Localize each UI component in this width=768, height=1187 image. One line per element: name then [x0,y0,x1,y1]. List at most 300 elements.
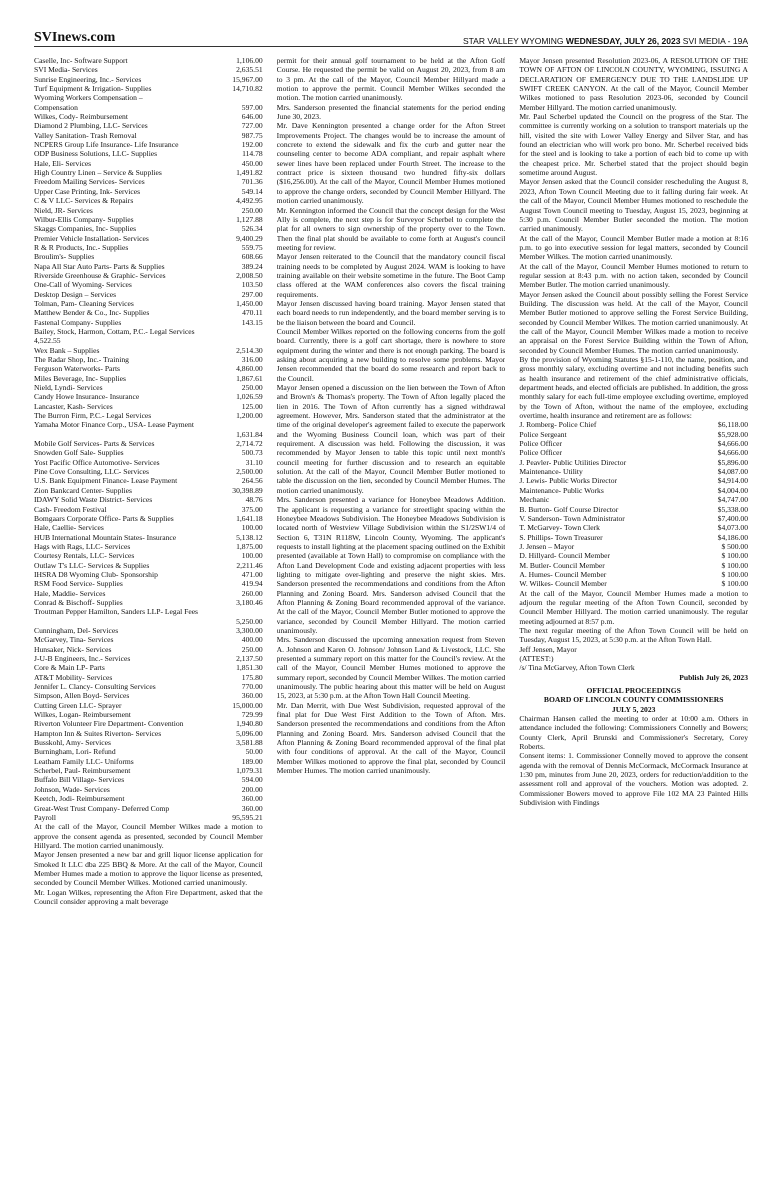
expense-row-amount: 50.00 [245,747,263,757]
expense-row-label: U.S. Bank Equipment Finance- Lease Payment [34,476,178,486]
expense-row-amount: 3,581.88 [236,738,263,748]
salary-row [519,476,748,485]
expense-row-amount: 701.36 [241,177,263,187]
expense-row-label: Hags with Rags, LLC- Services [34,541,131,551]
salary-row [519,551,748,560]
expense-row [34,75,263,84]
expense-row-label: Scherbel, Paul- Reimbursement [34,766,131,776]
expense-row-amount: 419.94 [241,579,263,589]
expense-row-amount: 1,851.30 [236,663,263,673]
salary-row-label: S. Phillips- Town Treasurer [519,532,603,542]
expense-row-label: Mobile Golf Services- Parts & Services [34,439,155,449]
salary-row-label: Police Officer [519,448,563,458]
expense-row-amount: 2,137.50 [236,654,263,663]
minutes-paragraph: Chairman Hansen called the meeting to order at 10:00 a.m. Others in attendance included the following: Commissioners Connelly and Bowers; County Clerk, April Brunski and Commissioner's Secretary, Corey Roberts. [519,714,749,752]
expense-row [34,336,263,345]
header-page: SVI MEDIA - 19A [682,36,748,46]
expense-row-label: Turf Equipment & Irrigation- Supplies [34,84,152,94]
expense-row-label: Wyoming Workers Compensation – [34,93,143,103]
salary-row-label: J. Peavler- Public Utilities Director [519,457,627,467]
expense-row-amount: 597.00 [241,102,263,112]
expense-row-amount: 5,250.00 [236,616,263,626]
salary-row [519,523,748,532]
expense-row-label: Wilbur-Ellis Company- Supplies [34,214,134,224]
expense-row [34,804,263,813]
salary-row-label: A. Humes- Council Member [519,569,607,579]
expense-row-amount: 2,211.46 [236,560,263,570]
expense-row-label: NCPERS Group Life Insurance- Life Insurance [34,140,179,150]
section-heading: OFFICIAL PROCEEDINGS [586,686,681,696]
expense-row-label: Freedom Mailing Services- Services [34,177,145,187]
salary-row [519,430,748,439]
expense-row-label: Outlaw T's LLC- Services & Supplies [34,560,150,570]
signature-line: (ATTEST:) [519,654,554,663]
expense-row-amount: 1,450.00 [236,298,263,308]
expense-row [34,458,263,467]
expense-row-label: Lancaster, Kash- Services [34,401,113,411]
salary-row-label: W. Wilkes- Council Member [519,579,607,589]
expense-row-amount: 727.00 [241,121,263,131]
expense-row-amount: 549.14 [241,186,263,196]
salary-row-amount: $6,118.00 [717,420,749,430]
expense-row-amount: 1,631.84 [236,429,263,439]
expense-row-label: Napa All Star Auto Parts- Parts & Supplies [34,261,165,271]
salary-row [519,533,748,542]
salary-row-label: B. Burton- Golf Course Director [519,504,619,514]
expense-row-amount: 450.00 [241,158,263,168]
minutes-paragraph: Mayor Jensen asked the Council about possibly selling the Forest Service Building. The discussion was held. At the call of the Mayor, Council Member Butler motioned to approve selling the Forest Service Building, seconded by Council Member Wilkes. The motion carried unanimously. At the call of the Mayor, Council Member Wilkes made a motion to receive an appraisal on the Forest Service Building within the Town of Afton, seconded by Council Member Humes. The motion carried unanimously. [519,289,749,355]
expense-row [34,187,263,196]
expense-row [34,561,263,570]
expense-row-label: Candy Howe Insurance- Insurance [34,392,140,402]
expense-row-amount: 375.00 [241,504,263,514]
minutes-paragraph: Consent items: 1. Commissioner Connelly moved to approve the consent agenda with the removal of Dennis McCormack, McCormack Insurance at 1:30 pm, minutes from June 20, 2023, orders for reduction/addition to the assessment roll and approval of the vouchers. Motion was adopted. 2. Commissioner Bowers moved to approve File 102 MA 23 Painted Hills Subdivision with Findings [519,751,749,808]
expense-row-amount: 2,514.30 [236,345,263,355]
expense-row-amount: 646.00 [241,112,263,122]
salary-row-amount: $4,747.00 [717,495,749,505]
salary-row [519,467,748,476]
salary-row [519,495,748,504]
expense-row-amount: 471.00 [241,569,263,579]
salary-row [519,448,748,457]
header-location: STAR VALLEY WYOMING [462,36,564,46]
expense-row [34,243,263,252]
expense-row-amount [260,93,263,102]
salary-row [519,458,748,467]
expense-row-amount: 360.00 [241,691,263,701]
minutes-paragraph: Mayor Jensen reiterated to the Council that the mandatory council fiscal training needs to be completed by August 2024. WAM is looking to have training available on their website sometime in the future. The Boot Camp class offered at the WAM conferences also covers the fiscal training requirements. [276,252,506,299]
expense-row-label: Nield, JR- Services [34,205,93,215]
expense-row [34,766,263,775]
expense-row [34,299,263,308]
expense-row [34,673,263,682]
expense-row-amount: 1,940.80 [236,719,263,729]
minutes-paragraph: Mr. Kennington informed the Council that the concept design for the West Ally is complete, the next step is for Surveyor Scherbel to complete the plat for all owners to sign ownership of the property over to the Town. Then the final plat should be available to come forth at August's council meeting for review. [276,205,506,252]
expense-row-amount: 1,026.59 [236,392,263,402]
expense-row-label: Premier Vehicle Installation- Services [34,233,149,243]
expense-row [34,420,263,429]
expense-row-amount: 594.00 [241,775,263,785]
salary-row-amount: $4,073.00 [717,523,749,533]
expense-row-amount: 608.66 [241,252,263,262]
salary-row-label: Maintenance- Public Works [519,485,604,495]
expense-row [34,719,263,728]
signature-line: /s/ Tina McGarvey, Afton Town Clerk [519,663,635,673]
salary-row-label: V. Sanderson- Town Administrator [519,513,625,523]
header-date: WEDNESDAY, JULY 26, 2023 [565,36,681,46]
expense-row [34,551,263,560]
salary-row-label: T. McGarvey- Town Clerk [519,523,600,533]
expense-row-amount: 5,138.12 [236,532,263,542]
minutes-paragraph: Mayor Jensen presented a new bar and grill liquor license application for Smoked It LLC dba 225 BBQ & More. At the call of the Mayor, Council Member Humes made a motion to approve the liquor license as presented, seconded by Council Member Wilkes. Motioned carried unanimously. [34,850,263,888]
minutes-paragraph: At the call of the Mayor, Council Member Wilkes made a motion to approve the consent agenda as presented, seconded by Council Member Hillyard. The motion carried unanimously. [34,822,263,850]
expense-row [34,271,263,280]
expense-row [34,476,263,485]
expense-row-amount: 470.11 [242,308,263,318]
expense-row-amount: 30,398.89 [232,485,263,495]
expense-row [34,252,263,261]
salary-row [519,542,748,551]
expense-row-amount: 175.80 [241,672,263,682]
salary-row-label: Police Officer [519,439,563,449]
expense-row [34,663,263,672]
expense-row [34,785,263,794]
section-heading: BOARD OF LINCOLN COUNTY COMMISSIONERS [543,695,724,705]
expense-row-amount: 4,860.00 [236,364,263,374]
expense-row [34,308,263,317]
minutes-paragraph: Mayor Jensen presented Resolution 2023-06, A RESOLUTION OF THE TOWN OF AFTON OF LINCOLN COUNTY, WYOMING, ISSUING A DECLARATION OF EMERGENCY DUE TO THE LANDSLIDE UP SWIFT CREEK CANYON. At the call of the Mayor, Council Member Wilkes motioned to pass Resolution 2023-06, seconded by Council Member Hillyard. The motion carried unanimously. [519,56,749,112]
salary-row-amount: $5,338.00 [717,504,749,514]
expense-row [34,206,263,215]
minutes-paragraph: Council Member Wilkes reported on the following concerns from the golf board. Currently, there is a golf cart shortage, there is nowhere to store equipment during the winter and there is not enough parking. The board is asking about acquiring a new building to resolve some problems. Mayor Jensen recommended that the board do some research and report back to the Council. [276,326,506,383]
site-name[interactable]: SVInews.com [34,30,116,45]
expense-row [34,430,263,439]
expense-row-label: AT&T Mobility- Services [34,672,113,682]
expense-row-amount: 200.00 [241,784,263,794]
expense-row-label: Riverton Volunteer Fire Department- Convention [34,719,184,729]
expense-row [34,691,263,700]
expense-row [34,411,263,420]
expense-row [34,65,263,74]
expense-row [34,364,263,373]
minutes-paragraph: Mayor Jensen discussed having board training. Mayor Jensen stated that each board needs to run independently, and the board member serving is to be the liaison between the board and Council. [276,298,506,327]
expense-row-label: Compensation [34,102,78,112]
expense-row-amount: 260.00 [241,588,263,598]
expense-row-label: Matthew Bender & Co., Inc- Supplies [34,308,150,318]
expense-row-amount: 114.78 [242,149,263,159]
expense-row [34,355,263,364]
expense-row-amount: 2,635.51 [236,65,263,75]
expense-row-label: Yamaha Motor Finance Corp., USA- Lease Payment [34,420,194,430]
minutes-paragraph: At the call of the Mayor, Council Member Humes motioned to return to regular session at 8:43 p.m. with no action taken, seconded by Council Member Butler. The motion carried unanimously. [519,261,749,290]
salary-row-label: J. Romberg- Police Chief [519,420,597,430]
expense-row [34,318,263,327]
expense-row [34,514,263,523]
salary-row-label: Mechanic [519,495,550,505]
expense-row [34,738,263,747]
expense-row-amount: 2,008.50 [236,270,263,280]
expense-row-label: Cash- Freedom Festival [34,504,107,514]
expense-row-label: RSM Food Service- Supplies [34,579,123,589]
salary-row [519,514,748,523]
column-2 [277,56,506,1179]
expense-row-label: Zion Bankcard Center- Supplies [34,485,132,495]
expense-row-amount: 360.00 [241,794,263,804]
salary-row [519,579,748,588]
expense-row-amount: 189.00 [241,756,263,766]
expense-row-label: Troutman Pepper Hamilton, Sanders LLP- Legal Fees [34,607,199,617]
article-columns [34,56,748,1179]
salary-row-label: Police Sergeant [519,429,567,439]
expense-row-amount: 770.00 [241,682,263,692]
expense-row-label: Keetch, Jodi- Reimbursement [34,794,125,804]
expense-row [34,262,263,271]
expense-row-amount [260,607,263,616]
minutes-paragraph: Mr. Dave Kennington presented a change order for the Afton Street Improvements Project. The changes would be to increase the amount of concrete to extend the sidewalk and fix the curb and gutter near the counseling center to become ADA compliant, and repair asphalt where sewer lines have been replaced under Fourth Street. The increase to the contract price is sixteen thousand two hundred fifty-six dollars ($16,256.00). At the call of the Mayor, Council Member Humes motioned to approve the change orders, seconded by Council Member Hillyard. The motion carried unanimously. [276,121,506,206]
expense-row [34,149,263,158]
expense-row [34,103,263,112]
expense-row-label: Cutting Green LLC- Sprayer [34,700,122,710]
expense-row [34,598,263,607]
expense-row-label: Hale, Maddie- Services [34,588,106,598]
expense-row-label: Bailey, Stock, Harmon, Cottam, P.C.- Legal Services [34,326,195,336]
expense-row-amount: 5,096.00 [236,728,263,738]
expense-row-amount: 1,200.00 [236,411,263,421]
expense-row-amount: 500.73 [241,448,263,458]
salary-row-amount: $5,928.00 [717,429,749,439]
expense-row-label: Burningham, Lori- Refund [34,747,116,757]
expense-row-label: R & R Products, Inc.- Supplies [34,242,129,252]
expense-row-amount: 559.75 [241,242,263,252]
expense-row [34,505,263,514]
expense-row-amount: 125.00 [241,401,263,411]
minutes-paragraph: Mayor Jensen opened a discussion on the lien between the Town of Afton and Brown's & Thomas's property. The Town of Afton legally placed the lien in 2016. The Town of Afton currently has a signed withdrawal agreement. However, Mrs. Sanderson stated that the administrator at the time of the original developer's agreement failed to execute the paperwork and the Wyoming Business Council loan, which was part of their requirement. A discussion was held. Following the discussion, it was recommended by Mayor Jensen to table this topic until next month's council meeting for further discussion and to research an equitable solution. At the call of the Mayor, Council Member Butler motioned to table the discussion on the lien, seconded by Council Member Humes. The motion carried unanimously. [276,383,506,495]
expense-row-amount: 1,867.61 [236,373,263,383]
expense-row [34,486,263,495]
expense-row-label: One-Call of Wyoming- Services [34,280,132,290]
expense-row-label: IHSRA D8 Wyoming Club- Sponsorship [34,569,158,579]
expense-row [34,607,263,616]
salary-row-amount: $4,186.00 [717,532,749,542]
expense-row [34,635,263,644]
expense-row-amount: 250.00 [241,644,263,654]
expense-row-amount: 103.50 [241,280,263,290]
expense-row-amount: 1,491.82 [236,168,263,178]
salary-row [519,570,748,579]
expense-row-amount: 15,000.00 [232,700,263,710]
minutes-paragraph: Mrs. Sanderson presented the financial statements for the period ending June 30, 2023. [276,102,506,122]
salary-row-amount: $5,896.00 [717,457,749,467]
expense-row-label: Johnson, Wade- Services [34,784,110,794]
signature-line: Jeff Jensen, Mayor [519,644,577,654]
expense-row-label: Payroll [34,812,56,822]
expense-row [34,654,263,663]
column-1 [34,56,263,1179]
expense-row-amount: 14,710.82 [232,84,263,94]
expense-row-amount: 3,300.00 [236,625,263,635]
expense-row [34,813,263,822]
expense-row-label: Pine Cove Consulting, LLC- Services [34,467,149,477]
expense-row [34,495,263,504]
expense-row [34,701,263,710]
expense-row-label: Nield, Lyndi- Services [34,383,103,393]
publish-note: Publish July 26, 2023 [679,672,749,682]
expense-row [34,439,263,448]
minutes-paragraph: permit for their annual golf tournament to be held at the Afton Golf Course. He requested the permit be valid on August 20, 2023, from 8 am to 3 pm. At the call of the Mayor, Council Member Hillyard made a motion to approve the permit. Council Member Wilkes seconded the motion. The motion carried unanimously. [276,56,506,103]
expense-row-label: Riverside Greenhouse & Graphic- Services [34,270,166,280]
expense-row-label: Upper Case Printing, Ink- Services [34,186,141,196]
expense-row-label: IDAWY Solid Waste District- Services [34,495,153,505]
expense-row [34,617,263,626]
salary-row [519,420,748,429]
expense-row-amount: 1,875.00 [236,541,263,551]
minutes-paragraph: Mrs. Sanderson presented a variance for Honeybee Meadows Addition. The applicant is requesting a variance for streetlight spacing within the Honeybee Meadows Subdivision. The Honeybee Meadows Subdivision is located north of Westview Village Subdivision within the S1/2SW1/4 of Section 6, T31N R118W, Lincoln County, Wyoming. The applicant's requests to install lighting at the placement spacing outlined on the Exhibit presented (available at Town Hall) to compromise on compliance with the Afton Land Development Code and existing adjacent properties with less lighting to mitigate over-lighting and preserve the night skies. Mrs. Sanderson presented the recommendations and conditions from the Afton Planning and Zoning Board. Mrs. Sanderson advised Council that the Afton Planning & Zoning Board recommended approval of the variance. At the call of the Mayor, Council Member Butler motioned to approve the variance, seconded by Council Member Hillyard. The motion carried unanimously. [276,495,506,635]
expense-row [34,93,263,102]
minutes-paragraph: Mrs. Sanderson discussed the upcoming annexation request from Steven A. Johnson and Karen O. Johnson/ Johnson Land & Livestock, LLC. She presented a summary report on this matter for the Council's review. At the call of the Mayor, Council Member Humes motioned to approve the summary report, seconded by Council Member Wilkes. The motion carried unanimously. The public hearing about this matter will be held on August 15, 2023, at 5:30 p.m. at the Afton Town Hall Council Meeting. [276,635,506,701]
expense-row-label: The Burron Firm, P.C.- Legal Services [34,411,152,421]
expense-row-label: Valley Sanitation- Trash Removal [34,130,137,140]
expense-row [34,579,263,588]
expense-row [34,523,263,532]
minutes-paragraph: Mr. Paul Scherbel updated the Council on the progress of the Star. The committee is currently working on a solution to transport materials up the hill, visited the site with Lower Valley Energy and Silver Star, and has found an electrician who will work pro bono. Mr. Scherbel received bids for the steel and is looking to take a portion of each bid to come up with the cheapest price. Mr. Scherbel stated that the project should begin sometime around August. [519,112,749,178]
expense-row [34,168,263,177]
expense-row-amount: 31.10 [245,457,263,467]
minutes-paragraph: The next regular meeting of the Afton Town Council will be held on Tuesday, August 15, 2023, at 5:30 p.m. at the Afton Town Hall. [519,625,749,645]
expense-row-label: Hunsaker, Nick- Services [34,644,112,654]
expense-row-label: Tolman, Pam- Cleaning Services [34,298,134,308]
expense-row-amount [260,336,263,345]
expense-row-label: Sunrise Engineering, Inc.- Services [34,74,142,84]
salary-row-label: M. Butler- Council Member [519,560,605,570]
expense-row-amount: 4,492.95 [236,196,263,206]
expense-row [34,131,263,140]
expense-row [34,467,263,476]
salary-row [519,486,748,495]
minutes-paragraph: Mr. Dan Merrit, with Due West Subdivision, requested approval of the final plat for Due West First Addition to the Town of Afton. Mrs. Sanderson presented the recommendations and conditions from the Afton Planning and Zoning Board. Mrs. Sanderson advised Council that the Afton Planning & Zoning Board recommended approval of the final plat with four conditions of approval. At the call of the Mayor, Council Member Wilkes motioned to approve the final plat, seconded by Council Member Humes. The motion carried unanimously. [276,700,506,776]
expense-row-label: McGarvey, Tina- Services [34,635,114,645]
expense-row-amount: 15,967.00 [232,74,263,84]
expense-row [34,794,263,803]
expense-row-amount: 1,106.00 [236,56,263,65]
expense-row-amount: 250.00 [241,205,263,215]
expense-row [34,775,263,784]
minutes-paragraph: By the provision of Wyoming Statutes §15-1-110, the name, position, and gross monthly salary, excluding overtime and not including benefits such as health insurance and retirement of the chief administrative officials, department heads, and elected officials are published. In addition, the gross monthly salary for each full-time employee excluding overtime, employed by the Town of Afton, without the name of the employee, excluding overtime, health insurance and retirement are as follows: [519,355,749,421]
expense-row [34,84,263,93]
expense-row-amount: 143.15 [241,317,263,327]
expense-row-amount [260,420,263,429]
expense-row-amount: 729.99 [241,710,263,720]
expense-row-label: SVI Media- Services [34,65,98,75]
expense-row [34,346,263,355]
expense-row [34,159,263,168]
expense-row [34,729,263,738]
salary-row-amount: $ 100.00 [721,569,749,579]
expense-row [34,56,263,65]
expense-row-label: Hampton Inn & Suites Riverton- Services [34,728,162,738]
expense-row [34,448,263,457]
expense-row-label: Jennifer L. Clancy- Consulting Services [34,682,156,692]
expense-row-label: Conrad & Bischoff- Supplies [34,597,123,607]
expense-row-label: Busskohl, Amy- Services [34,738,111,748]
expense-row-label: Broulim's- Supplies [34,252,95,262]
expense-row [34,392,263,401]
expense-row [34,626,263,635]
salary-row [519,505,748,514]
expense-row-label: Hale, Eli- Services [34,158,92,168]
expense-row-label: Skaggs Companies, Inc- Supplies [34,224,137,234]
expense-row-label: Diamond 2 Plumbing, LLC- Services [34,121,148,131]
expense-row-label: Great-West Trust Company- Deferred Comp [34,803,170,813]
expense-row-label: J-U-B Engineers, Inc.- Services [34,654,131,663]
expense-row-label: Wex Bank – Supplies [34,345,100,355]
salary-row-label: D. Hillyard- Council Member [519,551,611,561]
salary-row-amount: $ 100.00 [721,560,749,570]
expense-row-amount: 526.34 [241,224,263,234]
expense-row-amount: 987.75 [241,130,263,140]
expense-row-label: Core & Main LP- Parts [34,663,105,673]
expense-row [34,747,263,756]
salary-row-amount: $4,087.00 [717,467,749,477]
expense-row-label: C & V LLC- Services & Repairs [34,196,134,206]
expense-row-label: Cunningham, Del- Services [34,625,119,635]
header-info [463,36,748,46]
expense-row-label: Simpson, Allen Boyd- Services [34,691,130,701]
expense-row-label: Desktop Design – Services [34,289,117,299]
minutes-paragraph: At the call of the Mayor, Council Member Humes made a motion to adjourn the regular meeting of the Afton Town Council, seconded by Council Member Hillyard. The motion carried unanimously. The regular meeting adjourned at 8:57 p.m. [519,588,749,626]
expense-row [34,589,263,598]
expense-row-label: Yost Pacific Office Automotive- Services [34,457,160,467]
expense-row-amount: 250.00 [241,383,263,393]
expense-row-amount [260,327,263,336]
expense-row-amount: 316.00 [241,355,263,364]
expense-row-label: Snowden Golf Sale- Supplies [34,448,124,458]
expense-row-amount: 3,180.46 [236,597,263,607]
salary-row-amount: $ 500.00 [721,541,749,551]
salary-row [519,439,748,448]
expense-row-label: HUB International Mountain States- Insurance [34,532,177,542]
expense-row [34,327,263,336]
expense-row [34,224,263,233]
expense-row [34,177,263,186]
expense-row [34,542,263,551]
salary-row-amount: $4,004.00 [717,485,749,495]
expense-row [34,112,263,121]
expense-row [34,533,263,542]
expense-row [34,140,263,149]
expense-row-amount: 297.00 [241,289,263,299]
section-heading: JULY 5, 2023 [611,704,656,714]
expense-row-amount: 9,400.29 [236,233,263,243]
expense-row [34,645,263,654]
salary-row-amount: $ 100.00 [721,551,749,561]
minutes-paragraph: Mayor Jensen asked that the Council consider rescheduling the August 8, 2023, Afton Town Council Meeting due to it falling during fair week. At the call of the Mayor, Council Member Humes motioned to reschedule the August Town Council meeting to Tuesday, August 15, 2023, beginning at 5:30 p.m. Council Member Butler seconded the motion. The motion carried unanimously. [519,177,749,234]
expense-row-amount: 1,079.31 [236,766,263,776]
expense-row [34,196,263,205]
expense-row-label: Fastenal Company- Supplies [34,317,122,327]
expense-row-amount: 389.24 [241,261,263,271]
expense-row [34,234,263,243]
expense-row-label: Leatham Family LLC- Uniforms [34,756,134,766]
expense-row-label: Wilkes, Cody- Reimbursement [34,112,128,122]
expense-row-amount: 264.56 [241,476,263,486]
expense-row-amount: 360.00 [241,803,263,813]
expense-row-label: 4,522.55 [34,336,61,346]
salary-row [519,561,748,570]
expense-row-amount: 1,127.88 [236,214,263,224]
expense-row-label: The Radar Shop, Inc.- Training [34,355,129,364]
salary-row-label: Maintenance- Utility [519,467,583,477]
expense-row-amount: 400.00 [241,635,263,645]
